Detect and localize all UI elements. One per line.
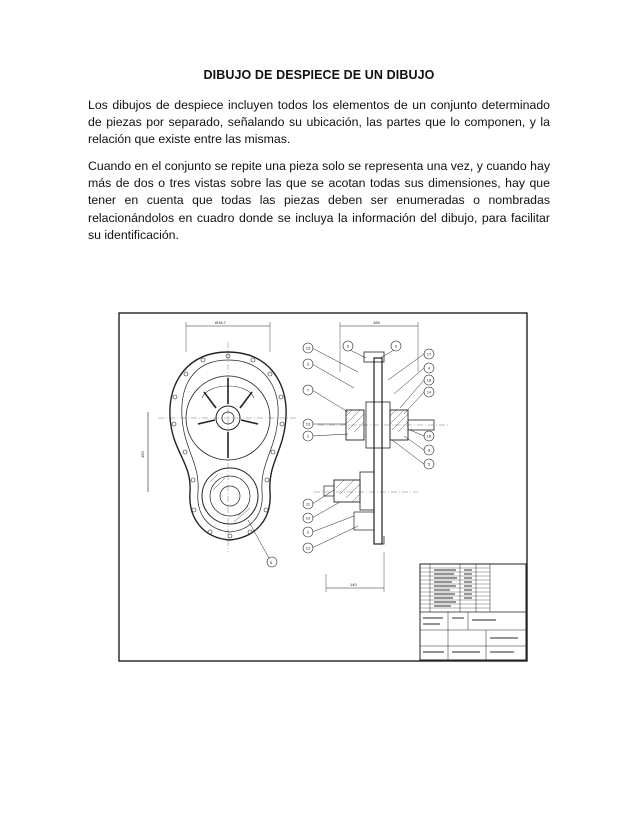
balloon-number: 14 bbox=[426, 389, 432, 395]
paragraph-details: Cuando en el conjunto se repite una pieza solo se representa una vez, y cuando hay más de dos o tres vistas sobre las que se acotan todas sus dimensiones, hay que tener en cuenta que todas las piezas deben ser enumeradas o nombradas relacionándolos en cuadro donde se incluya la información del dibujo, para facilitar su identificación. bbox=[88, 159, 550, 242]
balloon-number: 10 bbox=[305, 515, 311, 521]
balloon-number: 5 bbox=[427, 461, 431, 467]
balloon-number: 16 bbox=[426, 433, 432, 439]
drawing-frame bbox=[119, 313, 527, 661]
paragraph-intro: Los dibujos de despiece incluyen todos los elementos de un conjunto determinado de piezas por separado, señalando su ubicación, las partes que lo componen, y la relación que existe entre las mismas. bbox=[88, 98, 550, 147]
balloon-number: 8 bbox=[427, 447, 431, 453]
front-dimension-label: Ø18.7 bbox=[215, 320, 226, 325]
drawing-svg bbox=[118, 312, 528, 662]
balloon-number: 11 bbox=[305, 501, 311, 507]
side-top-dimension-label: 185 bbox=[373, 320, 380, 325]
balloon-number: 13 bbox=[305, 421, 311, 427]
balloon-number: 15 bbox=[305, 345, 311, 351]
exploded-assembly-drawing bbox=[118, 312, 528, 662]
side-bottom-dimension-label: 140 bbox=[350, 582, 357, 587]
balloon-number: 5 bbox=[346, 343, 350, 349]
balloon-number: 18 bbox=[426, 377, 432, 383]
balloon-number: 4 bbox=[427, 365, 431, 371]
balloon-number: 1 bbox=[306, 433, 310, 439]
balloon-number: 3 bbox=[306, 361, 310, 367]
balloon-number: 12 bbox=[305, 545, 311, 551]
front-balloon-label: 6 bbox=[270, 560, 273, 565]
balloon-number: 9 bbox=[394, 343, 398, 349]
balloon-number: 7 bbox=[306, 387, 310, 393]
balloon-number: 17 bbox=[426, 351, 432, 357]
document-title: DIBUJO DE DESPIECE DE UN DIBUJO bbox=[203, 68, 435, 82]
balloon-number: 2 bbox=[306, 529, 310, 535]
front-side-dimension-label: 150 bbox=[140, 451, 145, 458]
